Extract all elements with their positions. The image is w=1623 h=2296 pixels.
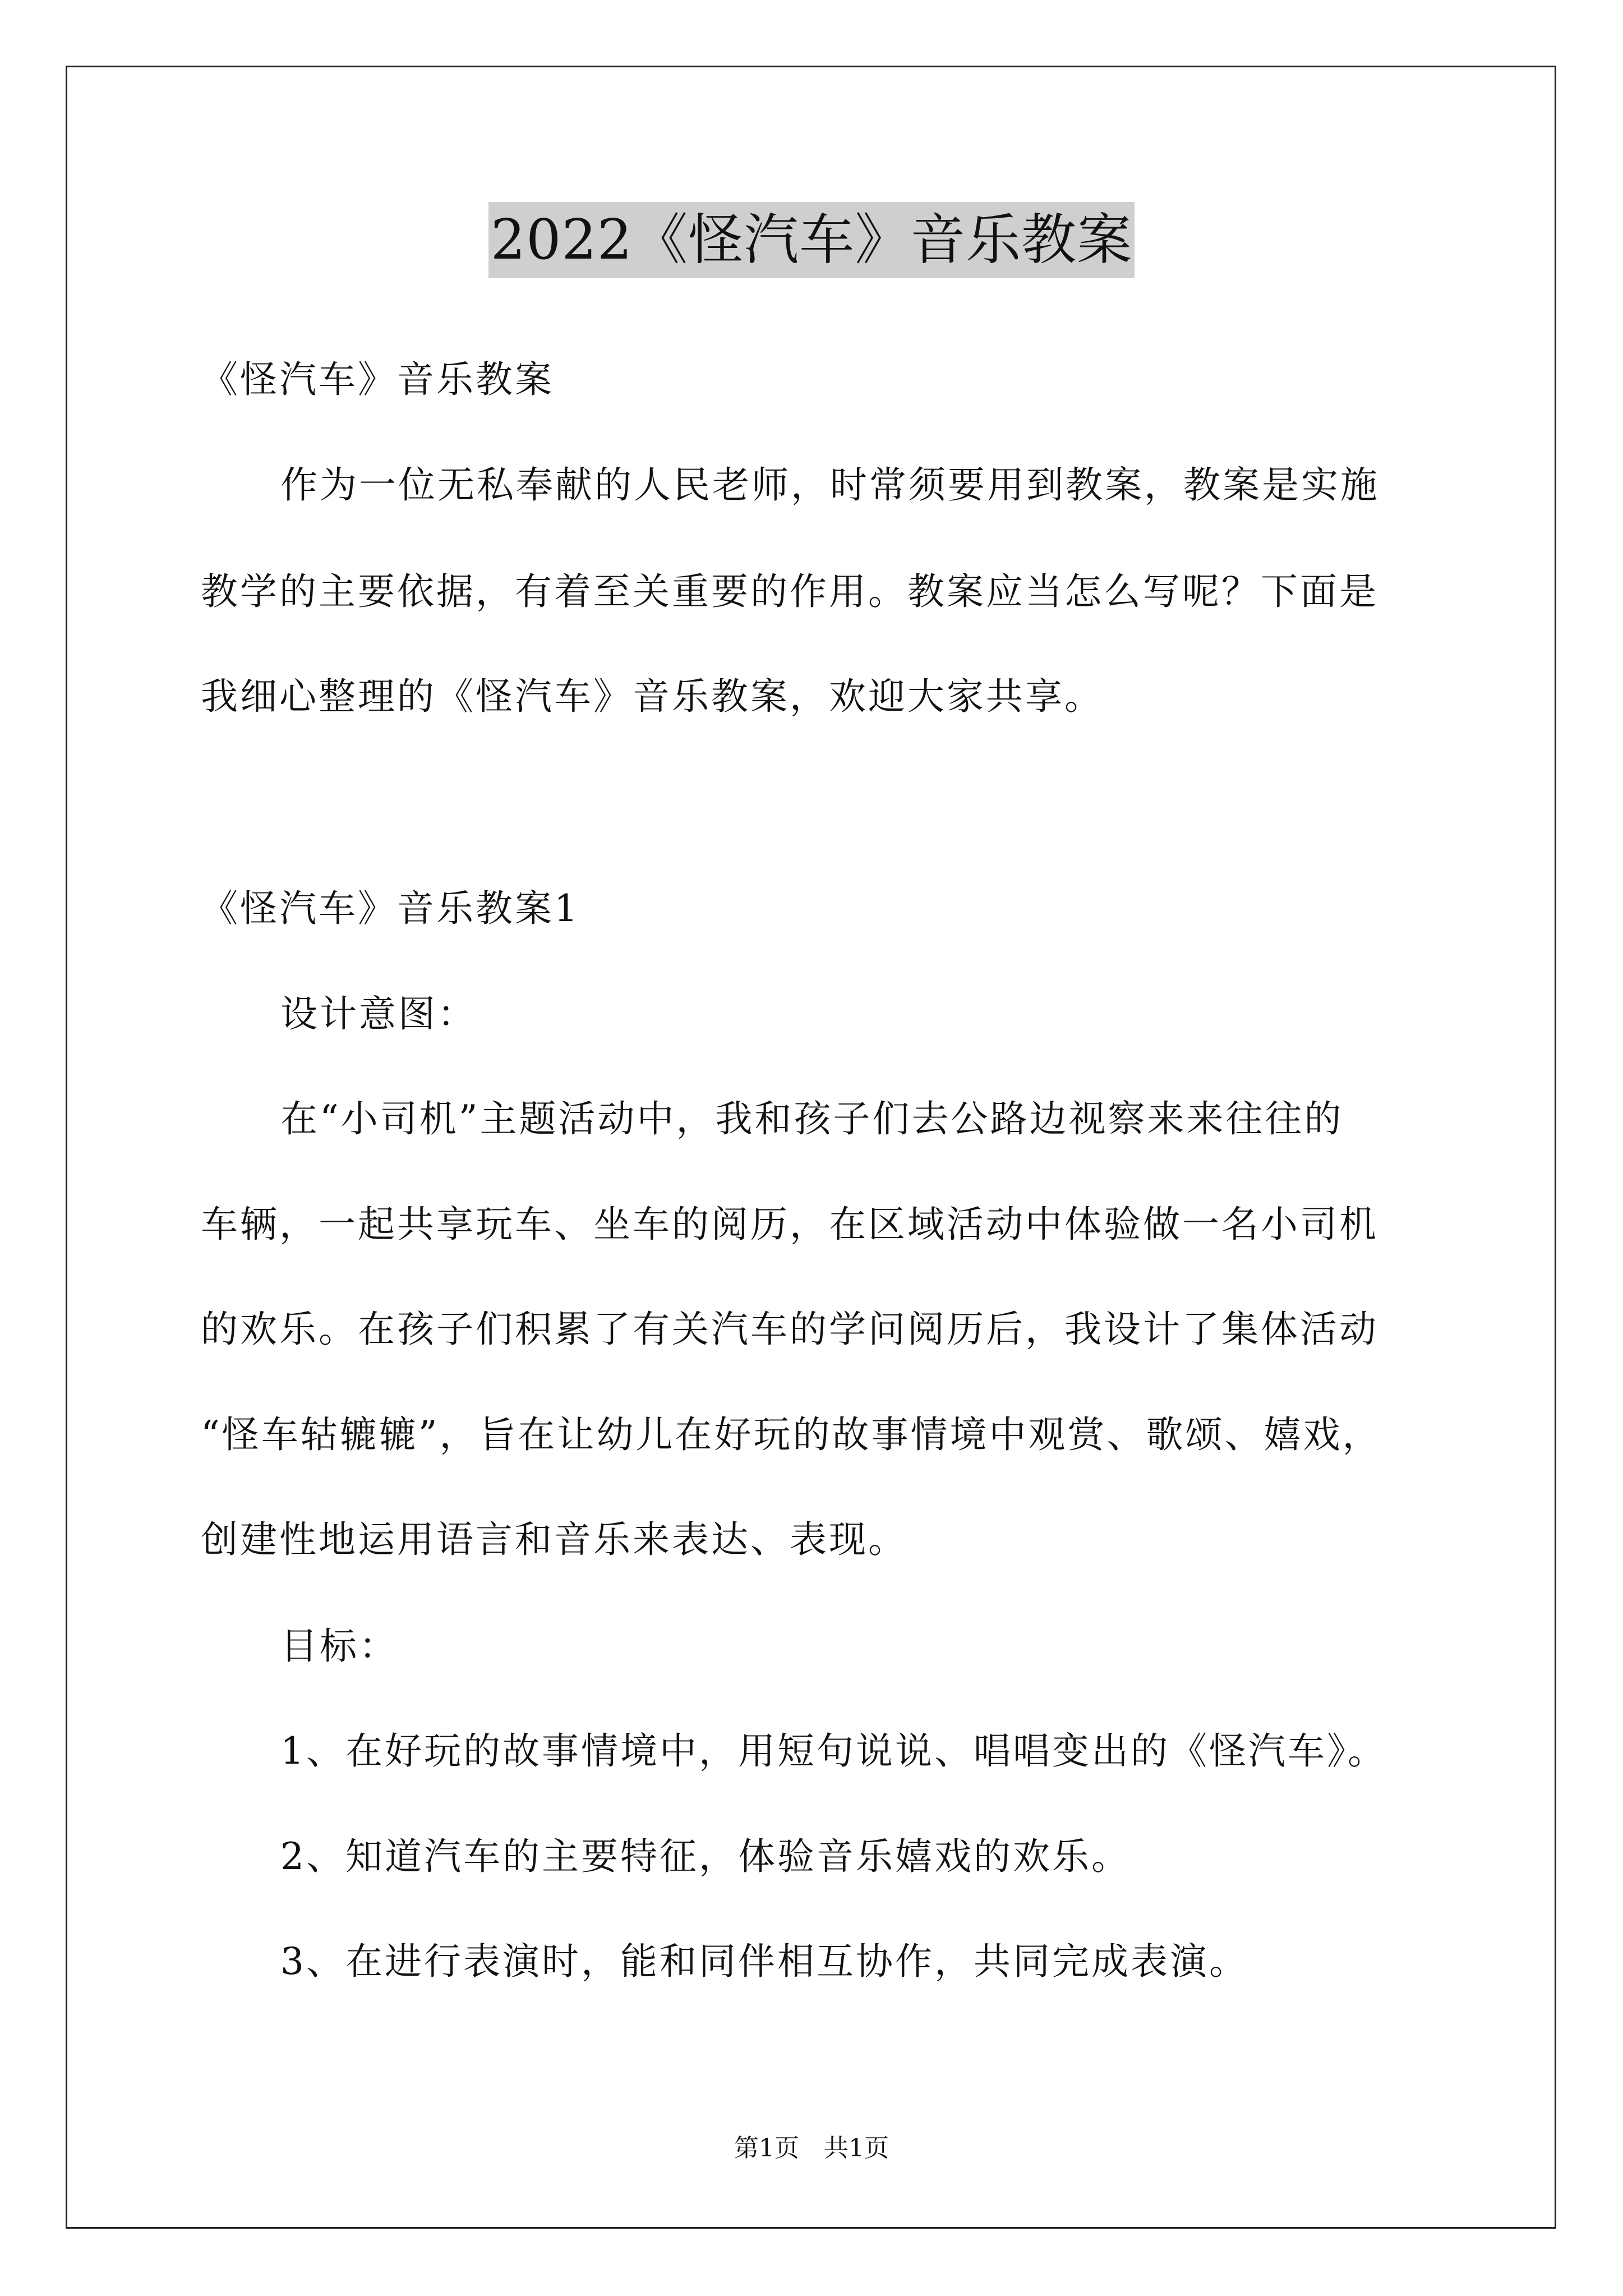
intro-paragraph-line-3: 我细心整理的《怪汽车》音乐教案，欢迎大家共享。 [201, 675, 1104, 718]
document-title: 2022《怪汽车》音乐教案 [488, 202, 1135, 278]
intro-paragraph-line-2: 教学的主要依据，有着至关重要的作用。教案应当怎么写呢？下面是 [201, 570, 1378, 613]
design-paragraph-line-4: “怪车轱辘辘”，旨在让幼儿在好玩的故事情境中观赏、歌颂、嬉戏， [201, 1413, 1382, 1456]
goal-item-3: 3、在进行表演时，能和同伴相互协作，共同完成表演。 [280, 1940, 1248, 1983]
goal-item-2: 2、知道汽车的主要特征，体验音乐嬉戏的欢乐。 [280, 1835, 1131, 1878]
subtitle-line: 《怪汽车》音乐教案 [201, 358, 554, 401]
goal-item-1: 1、在好玩的故事情境中，用短句说说、唱唱变出的《怪汽车》。 [280, 1729, 1387, 1773]
section-heading: 《怪汽车》音乐教案1 [201, 887, 580, 930]
intro-paragraph-line-1: 作为一位无私奉献的人民老师，时常须要用到教案，教案是实施 [280, 463, 1380, 507]
design-paragraph-line-2: 车辆，一起共享玩车、坐车的阅历，在区域活动中体验做一名小司机 [201, 1203, 1378, 1246]
page-footer: 第1页 共1页 [734, 2134, 889, 2162]
title-container [0, 202, 1623, 278]
design-paragraph-line-1: 在“小司机”主题活动中，我和孩子们去公路边视察来来往往的 [280, 1097, 1344, 1140]
design-intent-heading: 设计意图： [280, 992, 477, 1036]
goals-heading: 目标： [280, 1625, 398, 1668]
design-paragraph-line-5: 创建性地运用语言和音乐来表达、表现。 [201, 1518, 907, 1561]
design-paragraph-line-3: 的欢乐。在孩子们积累了有关汽车的学问阅历后，我设计了集体活动 [201, 1308, 1378, 1351]
